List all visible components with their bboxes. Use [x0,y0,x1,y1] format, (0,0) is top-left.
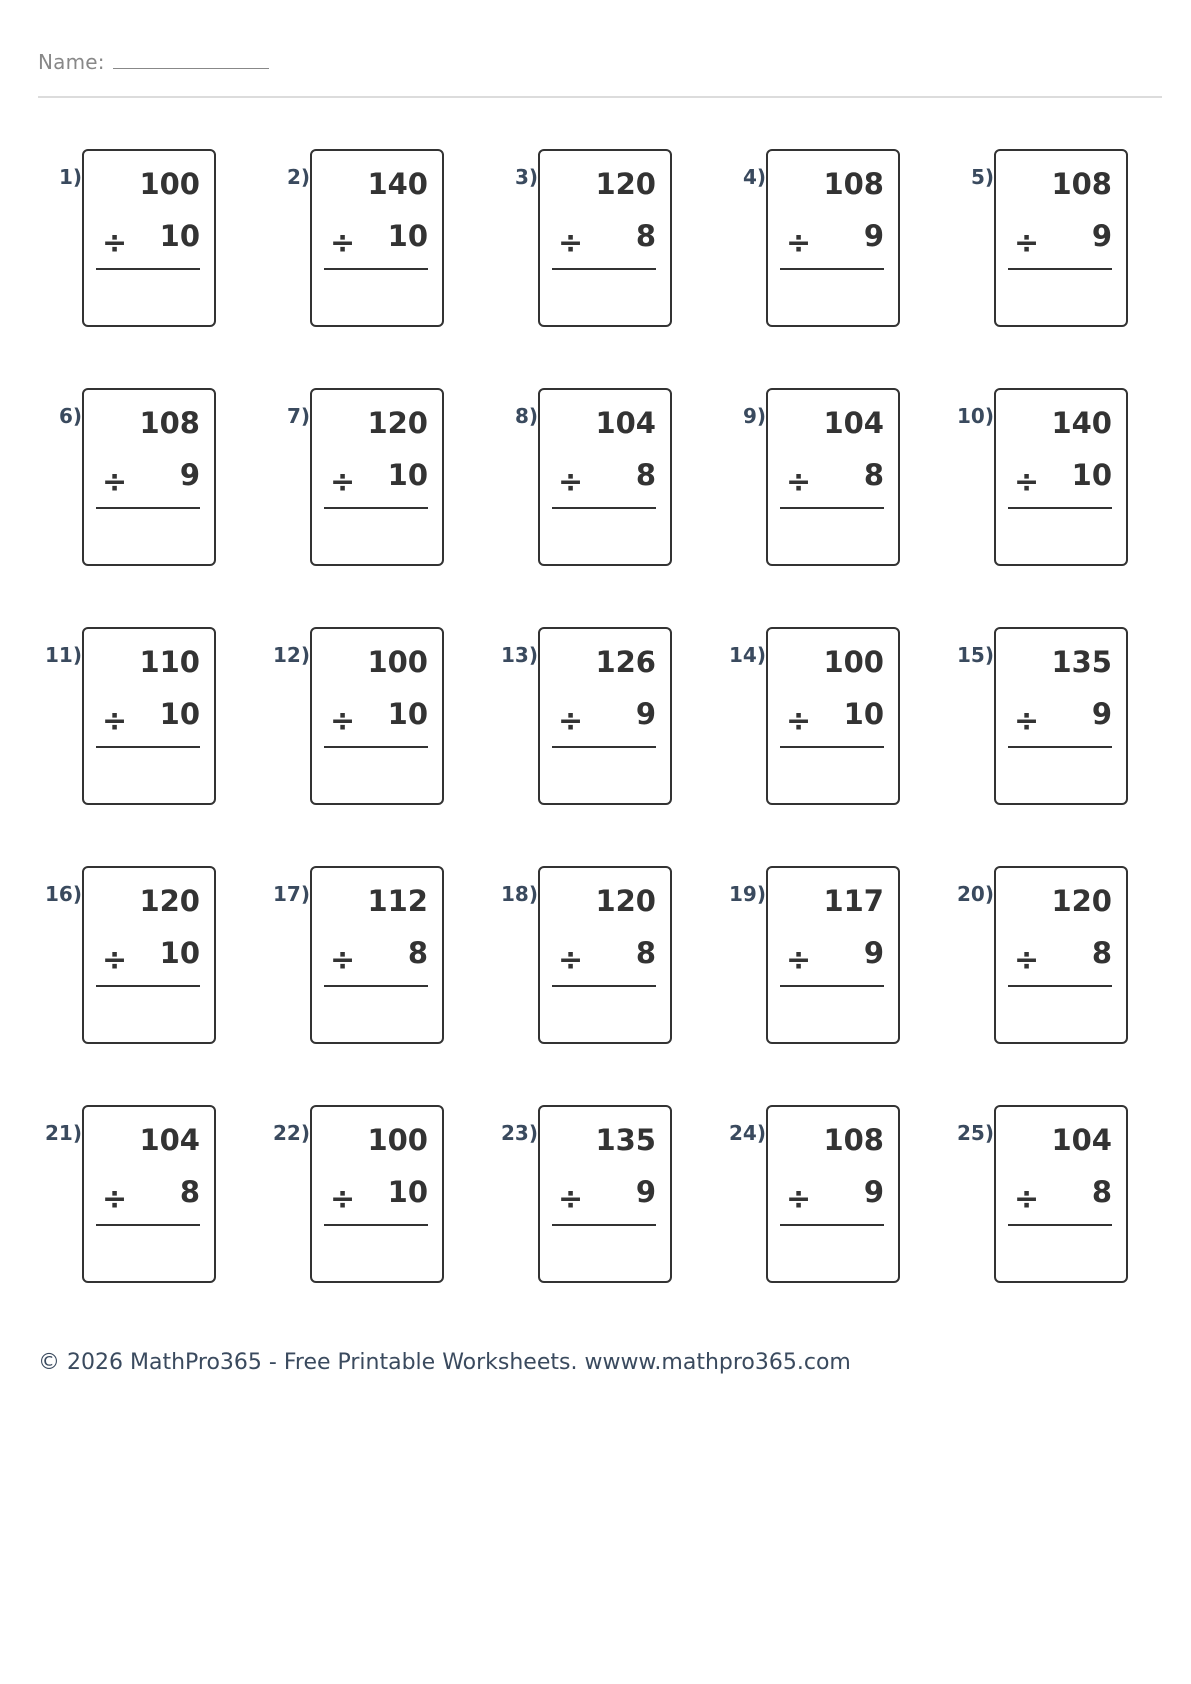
dividend: 104 [823,406,884,440]
problem-item [38,388,228,570]
divisor: 8 [1091,936,1112,970]
answer-line[interactable] [780,268,884,270]
answer-line[interactable] [96,746,200,748]
dividend: 120 [367,406,428,440]
divisor: 10 [387,458,428,492]
division-sign-icon: ÷ [330,704,356,739]
divisor: 9 [635,697,656,731]
dividend: 120 [1051,884,1112,918]
answer-line[interactable] [1008,507,1112,509]
problem-item [950,149,1140,331]
footer-copyright: © 2026 MathPro365 - Free Printable Worksheets. wwww.mathpro365.com [38,1350,851,1375]
problem-number: 22) [273,1121,310,1145]
division-sign-icon: ÷ [558,1182,584,1217]
problem-card [310,149,444,327]
answer-line[interactable] [324,746,428,748]
problem-card [82,388,216,566]
divisor: 9 [179,458,200,492]
problem-card [538,866,672,1044]
problem-item [266,1105,456,1287]
divisor: 8 [179,1175,200,1209]
division-sign-icon: ÷ [786,465,812,500]
dividend: 140 [367,167,428,201]
division-sign-icon: ÷ [786,943,812,978]
problem-card [82,1105,216,1283]
problem-number: 4) [742,165,766,189]
answer-line[interactable] [552,746,656,748]
problem-number: 20) [957,882,994,906]
divisor: 9 [863,936,884,970]
division-sign-icon: ÷ [330,1182,356,1217]
problem-card [538,149,672,327]
dividend: 100 [367,645,428,679]
division-sign-icon: ÷ [102,704,128,739]
problem-number: 24) [729,1121,766,1145]
divisor: 8 [635,458,656,492]
dividend: 108 [1051,167,1112,201]
divisor: 10 [387,219,428,253]
division-sign-icon: ÷ [102,943,128,978]
answer-line[interactable] [552,1224,656,1226]
answer-line[interactable] [780,985,884,987]
problem-card [538,627,672,805]
problem-item [266,866,456,1048]
divisor: 10 [1071,458,1112,492]
dividend: 100 [823,645,884,679]
division-sign-icon: ÷ [558,943,584,978]
problem-card [310,388,444,566]
problem-item [950,1105,1140,1287]
answer-line[interactable] [1008,985,1112,987]
answer-line[interactable] [96,268,200,270]
problem-card [766,388,900,566]
problem-item [722,388,912,570]
problem-item [38,866,228,1048]
dividend: 104 [139,1123,200,1157]
problem-number: 1) [58,165,82,189]
answer-line[interactable] [552,985,656,987]
dividend: 117 [823,884,884,918]
divisor: 8 [863,458,884,492]
division-sign-icon: ÷ [1014,1182,1040,1217]
divisor: 10 [387,697,428,731]
problem-card [994,388,1128,566]
answer-line[interactable] [1008,746,1112,748]
dividend: 100 [139,167,200,201]
division-sign-icon: ÷ [102,226,128,261]
dividend: 120 [595,884,656,918]
problem-number: 17) [273,882,310,906]
problem-item [494,388,684,570]
dividend: 110 [139,645,200,679]
answer-line[interactable] [96,985,200,987]
problem-number: 23) [501,1121,538,1145]
problem-item [722,866,912,1048]
divisor: 10 [843,697,884,731]
problem-item [494,866,684,1048]
answer-line[interactable] [780,507,884,509]
problem-number: 21) [45,1121,82,1145]
problem-card [766,627,900,805]
answer-line[interactable] [324,268,428,270]
dividend: 135 [1051,645,1112,679]
answer-line[interactable] [780,746,884,748]
problem-item [722,149,912,331]
problem-card [310,866,444,1044]
divisor: 8 [407,936,428,970]
division-sign-icon: ÷ [1014,704,1040,739]
problem-item [722,1105,912,1287]
problem-number: 7) [286,404,310,428]
dividend: 120 [595,167,656,201]
division-sign-icon: ÷ [786,226,812,261]
answer-line[interactable] [96,1224,200,1226]
dividend: 126 [595,645,656,679]
dividend: 104 [595,406,656,440]
problem-number: 19) [729,882,766,906]
division-sign-icon: ÷ [558,226,584,261]
problem-item [266,388,456,570]
problem-card [82,149,216,327]
problem-card [766,1105,900,1283]
problem-item [722,627,912,809]
problem-card [82,866,216,1044]
problem-card [994,149,1128,327]
problem-card [310,627,444,805]
problem-number: 2) [286,165,310,189]
divisor: 10 [387,1175,428,1209]
answer-line[interactable] [780,1224,884,1226]
dividend: 108 [823,167,884,201]
divisor: 10 [159,219,200,253]
divisor: 9 [635,1175,656,1209]
problem-number: 5) [970,165,994,189]
problem-item [950,627,1140,809]
problem-card [766,149,900,327]
problem-item [950,388,1140,570]
dividend: 108 [139,406,200,440]
problem-item [38,627,228,809]
division-sign-icon: ÷ [1014,465,1040,500]
problem-number: 9) [742,404,766,428]
name-label: Name: [38,50,105,74]
problem-number: 13) [501,643,538,667]
division-sign-icon: ÷ [786,704,812,739]
division-sign-icon: ÷ [558,465,584,500]
division-sign-icon: ÷ [330,226,356,261]
division-sign-icon: ÷ [330,465,356,500]
problem-card [310,1105,444,1283]
problem-item [38,1105,228,1287]
problem-number: 10) [957,404,994,428]
division-sign-icon: ÷ [1014,226,1040,261]
problem-item [266,627,456,809]
division-sign-icon: ÷ [558,704,584,739]
problem-number: 14) [729,643,766,667]
dividend: 140 [1051,406,1112,440]
problem-card [994,1105,1128,1283]
divisor: 10 [159,697,200,731]
answer-line[interactable] [324,507,428,509]
answer-line[interactable] [324,1224,428,1226]
divisor: 9 [863,1175,884,1209]
problem-card [82,627,216,805]
division-sign-icon: ÷ [786,1182,812,1217]
dividend: 100 [367,1123,428,1157]
problem-item [494,627,684,809]
problem-item [266,149,456,331]
problem-item [494,149,684,331]
problem-card [994,866,1128,1044]
problem-card [994,627,1128,805]
problem-card [538,388,672,566]
dividend: 135 [595,1123,656,1157]
problem-number: 8) [514,404,538,428]
problem-number: 6) [58,404,82,428]
problem-item [950,866,1140,1048]
problem-number: 18) [501,882,538,906]
problem-item [38,149,228,331]
problem-number: 11) [45,643,82,667]
division-sign-icon: ÷ [102,465,128,500]
dividend: 120 [139,884,200,918]
problem-number: 12) [273,643,310,667]
division-sign-icon: ÷ [330,943,356,978]
answer-line[interactable] [552,268,656,270]
divisor: 8 [635,219,656,253]
problem-card [766,866,900,1044]
answer-line[interactable] [1008,268,1112,270]
divisor: 9 [863,219,884,253]
answer-line[interactable] [1008,1224,1112,1226]
answer-line[interactable] [552,507,656,509]
answer-line[interactable] [96,507,200,509]
problem-number: 15) [957,643,994,667]
problem-item [494,1105,684,1287]
division-sign-icon: ÷ [102,1182,128,1217]
divisor: 8 [1091,1175,1112,1209]
answer-line[interactable] [324,985,428,987]
divisor: 10 [159,936,200,970]
problem-card [538,1105,672,1283]
divisor: 9 [1091,697,1112,731]
problem-number: 3) [514,165,538,189]
divisor: 9 [1091,219,1112,253]
dividend: 108 [823,1123,884,1157]
dividend: 112 [367,884,428,918]
problem-number: 25) [957,1121,994,1145]
divisor: 8 [635,936,656,970]
problem-number: 16) [45,882,82,906]
division-sign-icon: ÷ [1014,943,1040,978]
dividend: 104 [1051,1123,1112,1157]
